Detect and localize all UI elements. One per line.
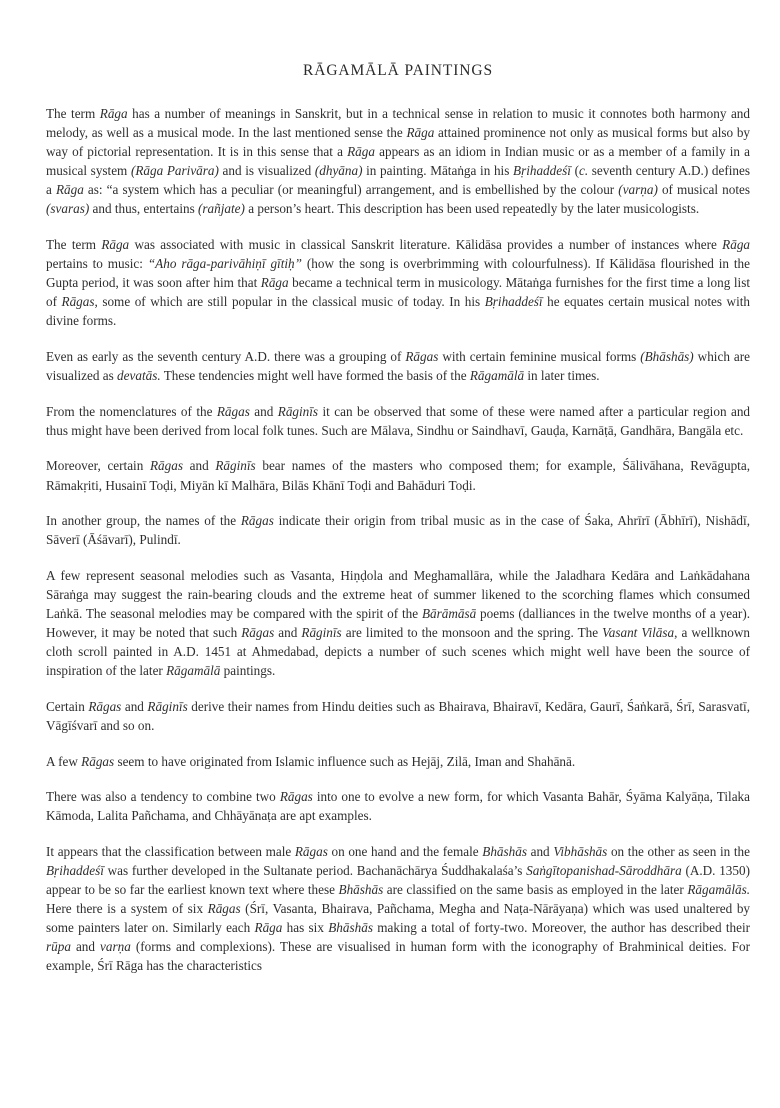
text-run: (how the song is overbrimming with colourfulness). If Kālidāsa flourished in the Gupta period, it was soon after him that [46,256,750,291]
text-run: was associated with music in classical Sanskrit literature. Kālidāsa provides a number of instances where [129,237,723,253]
italic-term: Bṛihaddeśī [513,163,571,179]
text-run: , some of which are still popular in the classical music of today. In his [94,294,485,310]
italic-term: Rāgamālā [469,368,525,384]
italic-term: Rāgas [207,901,241,917]
text-run: derive their names from Hindu deities such as Bhairava, Bhairavī, Kedāra, Gaurī, Śaṅkarā, Śrī, Sarasvatī, Vāgīśvarī and so on. [46,698,750,733]
italic-term: Rāginīs [277,403,319,419]
text-run: (A.D. 1350) appear to be so far the earliest known text where these [46,862,750,897]
italic-term: Rāgas [61,294,95,310]
text-run: which are visualized as [46,349,750,384]
text-run: The term [46,106,100,121]
paragraph [46,347,750,385]
italic-term: Rāginīs [301,625,342,641]
italic-term: Rāgamālā [166,663,221,679]
italic-term: Bhāshās [328,920,373,936]
italic-term: “Aho rāga-parivāhiṇī gītiḥ” [147,256,302,272]
italic-term: Rāgas [150,458,183,474]
text-run: and [274,625,302,641]
text-run: a person’s heart. This description has been used repeatedly by the later musicologists. [244,201,700,217]
italic-term: Rāgamālās. [687,882,750,897]
paragraph [46,456,750,494]
text-run: and [121,698,148,714]
text-run: and is visualized [218,163,315,179]
italic-term: Rāgas [216,403,250,419]
text-run: bear names of the masters who composed them; for example, Śālivāhana, Revāgupta, Rāmakṛiti, Husainī Toḍi, Miyān kī Malhāra, Bilās Khānī Toḍi and Bahāduri Toḍi. [46,458,750,493]
text-run: making a total of forty-two. Moreover, the author has described their [372,920,751,936]
italic-term: Rāgas [405,349,439,365]
text-run: and [249,403,278,419]
italic-term: Rāga [260,275,289,291]
text-run: From the nomenclatures of the [46,403,217,419]
text-run: These tendencies might well have formed the basis of the [160,368,470,384]
italic-term: Rāga [55,182,84,198]
text-run: was further developed in the Sultanate period. Bachanāchārya Śuddhakalaśa’s [103,862,527,878]
italic-term: Rāgas [88,698,122,714]
italic-term: Bhāshās [338,882,384,897]
italic-term: Rāgas [81,753,115,769]
text-run: Here there is a system of six [46,901,208,917]
text-run: (Śrī, Vasanta, Bhairava, Pañchama, Megha and Naṭa-Nārāyaṇa) which was used unaltered by some painters later on. Similarly each [46,901,751,936]
italic-term: Bārāmāsā [421,605,477,621]
paragraph [46,697,750,735]
text-run: indicate their origin from tribal music as in the case of Śaka, Ahrīrī (Ābhīrī), Nishādī, Sāverī (Āśāvarī), Pulindī. [46,513,750,548]
text-run: seventh century A.D.) defines a [46,163,750,198]
italic-term: (dhyāna) [314,163,363,179]
text-run: In another group, the names of the [46,513,241,529]
text-run: and thus, entertains [89,201,199,217]
italic-term: Rāgas [241,625,275,641]
text-run: ( [570,163,579,179]
italic-term: Rāga [722,237,751,253]
italic-term: Rāgas [294,843,328,859]
italic-term: (Rāga Parivāra) [130,163,219,179]
paragraph [46,402,750,440]
page-title: RĀGAMĀLĀ PAINTINGS [302,62,493,79]
text-run: seem to have originated from Islamic influence such as Hejāj, Zilā, Iman and Shahānā. [114,753,576,769]
paragraph [46,104,750,219]
text-run: of musical notes [657,182,751,198]
italic-term: (rañjate) [198,201,245,217]
paragraph [46,787,750,825]
text-run: and [526,843,554,859]
italic-term: Rāga [101,237,130,253]
text-run: in later times. [524,368,600,384]
text-run: pertains to music: [46,256,148,272]
text-run: as: “a system which has a peculiar (or meaningful) arrangement, and is embellished by the colour [83,182,619,198]
paragraph [46,842,750,976]
text-run: with certain feminine musical forms [438,349,641,365]
text-run: he equates certain musical notes with divine forms. [46,294,750,329]
italic-term: Rāga [254,920,283,936]
italic-term: Bṛihaddeśī [484,294,543,310]
body-text [46,104,750,975]
text-run: are classified on the same basis as employed in the later [383,882,688,897]
text-run: in painting. Mātaṅga in his [362,163,514,179]
italic-term: Rāga [99,106,128,121]
italic-term: varṇa [100,939,131,955]
text-run: poems (dalliances in the twelve months of a year). However, it may be noted that such [46,605,751,641]
text-run: There was also a tendency to combine two [46,789,280,805]
text-run: Moreover, certain [46,458,150,474]
text-run: has a number of meanings in Sanskrit, but in a technical sense in relation to music it connotes both harmony and melody, as well as a musical mode. In the last mentioned sense the [46,106,750,141]
italic-term: Rāga [347,144,375,160]
italic-term: Vasant Vilāsa [602,625,675,641]
text-run: and [182,458,216,474]
text-run: are limited to the monsoon and the spring. The [341,625,603,641]
text-run: appears as an idiom in Indian music or as a member of a family in a musical system [46,144,750,179]
paragraph [46,235,750,330]
text-run: became a technical term in musicology. Mātaṅga furnishes for the first time a long list of [46,275,750,310]
italic-term: Bṛihaddeśī [46,862,104,878]
text-run: paintings. [220,663,276,679]
italic-term: Rāgas [240,513,274,529]
text-run: on one hand and the female [327,843,483,859]
text-run: A few represent seasonal melodies such as Vasanta, Hiṇḍola and Meghamallāra, while the Jaladhara Kedāra and Laṅkādahana Sāraṅga may suggest the rain-bearing clouds and the extreme heat of summer likened to the scorching flames which consumed Laṅkā. The seasonal melodies may be compared with the spirit of the [46,567,750,621]
text-run: has six [282,920,329,936]
italic-term: (Bhāshās) [640,349,694,365]
italic-term: c. [578,163,589,179]
text-run: Certain [46,698,89,714]
text-run: A few [46,753,82,769]
text-run: into one to evolve a new form, for which Vasanta Bahār, Śyāma Kalyāṇa, Tilaka Kāmoda, Lalita Pañchama, and Chhāyānaṭa are apt examples. [46,789,750,824]
italic-term: Rāgas [279,789,313,805]
italic-term: devatās. [117,368,161,384]
italic-term: Rāga [406,125,435,141]
italic-term: Saṅgītopanishad-Sāroddhāra [526,862,682,878]
paragraph [46,752,750,771]
paragraph [46,566,750,681]
italic-term: Vibhāshās [553,843,608,859]
paragraph [46,511,750,549]
text-run: and [70,939,101,955]
italic-term: (varṇa) [618,182,658,198]
text-run: on the other as seen in the [607,843,751,859]
text-run: It appears that the classification between male [46,843,295,859]
text-run: , a wellknown cloth scroll painted in A.D. 1451 at Ahmedabad, depicts a number of such scenes which might well have been the source of inspiration of the later [46,625,750,679]
text-run: The term [46,237,102,253]
italic-term: Rāginīs [215,458,256,474]
italic-term: Bhāshās [482,843,527,859]
italic-term: (svaras) [46,201,90,217]
text-run: Even as early as the seventh century A.D. there was a grouping of [46,349,406,365]
text-run: (forms and complexions). These are visualised in human form with the iconography of Brahminical deities. For example, Śrī Rāga has the characteristics [46,939,750,974]
italic-term: rūpa [46,939,71,955]
italic-term: Rāginīs [147,698,188,714]
text-run: attained prominence not only as musical forms but also by way of pictorial representation. It is in this sense that a [46,125,751,160]
text-run: it can be observed that some of these were named after a particular region and thus might have been derived from local folk tunes. Such are Mālava, Sindhu or Saindhavī, Gauḍa, Karnāṭā, Gandhāra, Bangāla etc. [46,403,751,438]
